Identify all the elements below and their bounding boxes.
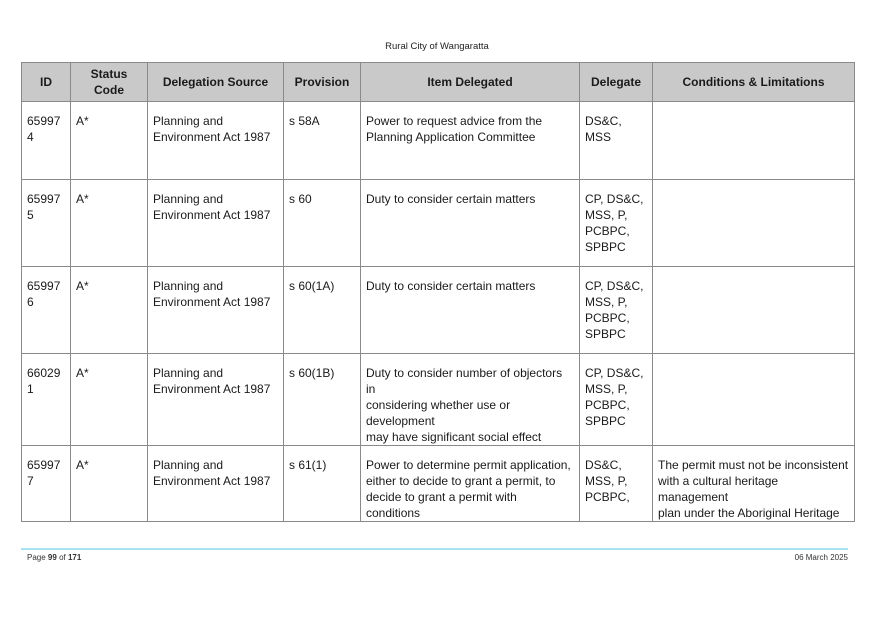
column-header: Status Code (71, 63, 148, 102)
footer-divider (21, 548, 848, 550)
cell-delegate: CP, DS&C, MSS, P, PCBPC, SPBPC (580, 180, 653, 267)
footer-page-number: Page 99 of 171 (27, 553, 82, 562)
cell-item: Duty to consider certain matters (361, 267, 580, 354)
cell-id: 659975 (22, 180, 71, 267)
cell-status: A* (71, 102, 148, 180)
cell-delegate: DS&C, MSS, P, PCBPC, (580, 446, 653, 522)
cell-delegate: CP, DS&C, MSS, P, PCBPC, SPBPC (580, 354, 653, 446)
column-header: Delegation Source (148, 63, 284, 102)
cell-conditions (653, 354, 855, 446)
cell-delegate: DS&C, MSS (580, 102, 653, 180)
cell-item: Duty to consider certain matters (361, 180, 580, 267)
cell-conditions (653, 102, 855, 180)
delegation-table (21, 62, 855, 522)
cell-provision: s 60(1A) (284, 267, 361, 354)
column-header: Conditions & Limitations (653, 63, 855, 102)
cell-provision: s 61(1) (284, 446, 361, 522)
cell-conditions: The permit must not be inconsistent with a cultural heritage management plan under the Aboriginal Heritage (653, 446, 855, 522)
cell-provision: s 60 (284, 180, 361, 267)
table-header-row (22, 63, 855, 102)
cell-source: Planning and Environment Act 1987 (148, 446, 284, 522)
column-header: Item Delegated (361, 63, 580, 102)
cell-provision: s 58A (284, 102, 361, 180)
table-row (22, 102, 855, 180)
cell-conditions (653, 267, 855, 354)
cell-delegate: CP, DS&C, MSS, P, PCBPC, SPBPC (580, 267, 653, 354)
cell-status: A* (71, 354, 148, 446)
cell-source: Planning and Environment Act 1987 (148, 180, 284, 267)
page-header-title: Rural City of Wangaratta (385, 41, 489, 52)
cell-provision: s 60(1B) (284, 354, 361, 446)
cell-status: A* (71, 180, 148, 267)
cell-item: Duty to consider number of objectors in considering whether use or development may have significant social effect (361, 354, 580, 446)
cell-id: 659974 (22, 102, 71, 180)
table-row (22, 180, 855, 267)
cell-id: 659977 (22, 446, 71, 522)
cell-item: Power to determine permit application, either to decide to grant a permit, to decide to grant a permit with conditions (361, 446, 580, 522)
table-row (22, 446, 855, 522)
column-header: ID (22, 63, 71, 102)
cell-source: Planning and Environment Act 1987 (148, 354, 284, 446)
table-row (22, 354, 855, 446)
table-row (22, 267, 855, 354)
cell-status: A* (71, 446, 148, 522)
column-header: Delegate (580, 63, 653, 102)
cell-id: 660291 (22, 354, 71, 446)
column-header: Provision (284, 63, 361, 102)
cell-item: Power to request advice from the Planning Application Committee (361, 102, 580, 180)
cell-source: Planning and Environment Act 1987 (148, 267, 284, 354)
footer-date: 06 March 2025 (794, 553, 848, 562)
cell-id: 659976 (22, 267, 71, 354)
cell-conditions (653, 180, 855, 267)
cell-source: Planning and Environment Act 1987 (148, 102, 284, 180)
cell-status: A* (71, 267, 148, 354)
